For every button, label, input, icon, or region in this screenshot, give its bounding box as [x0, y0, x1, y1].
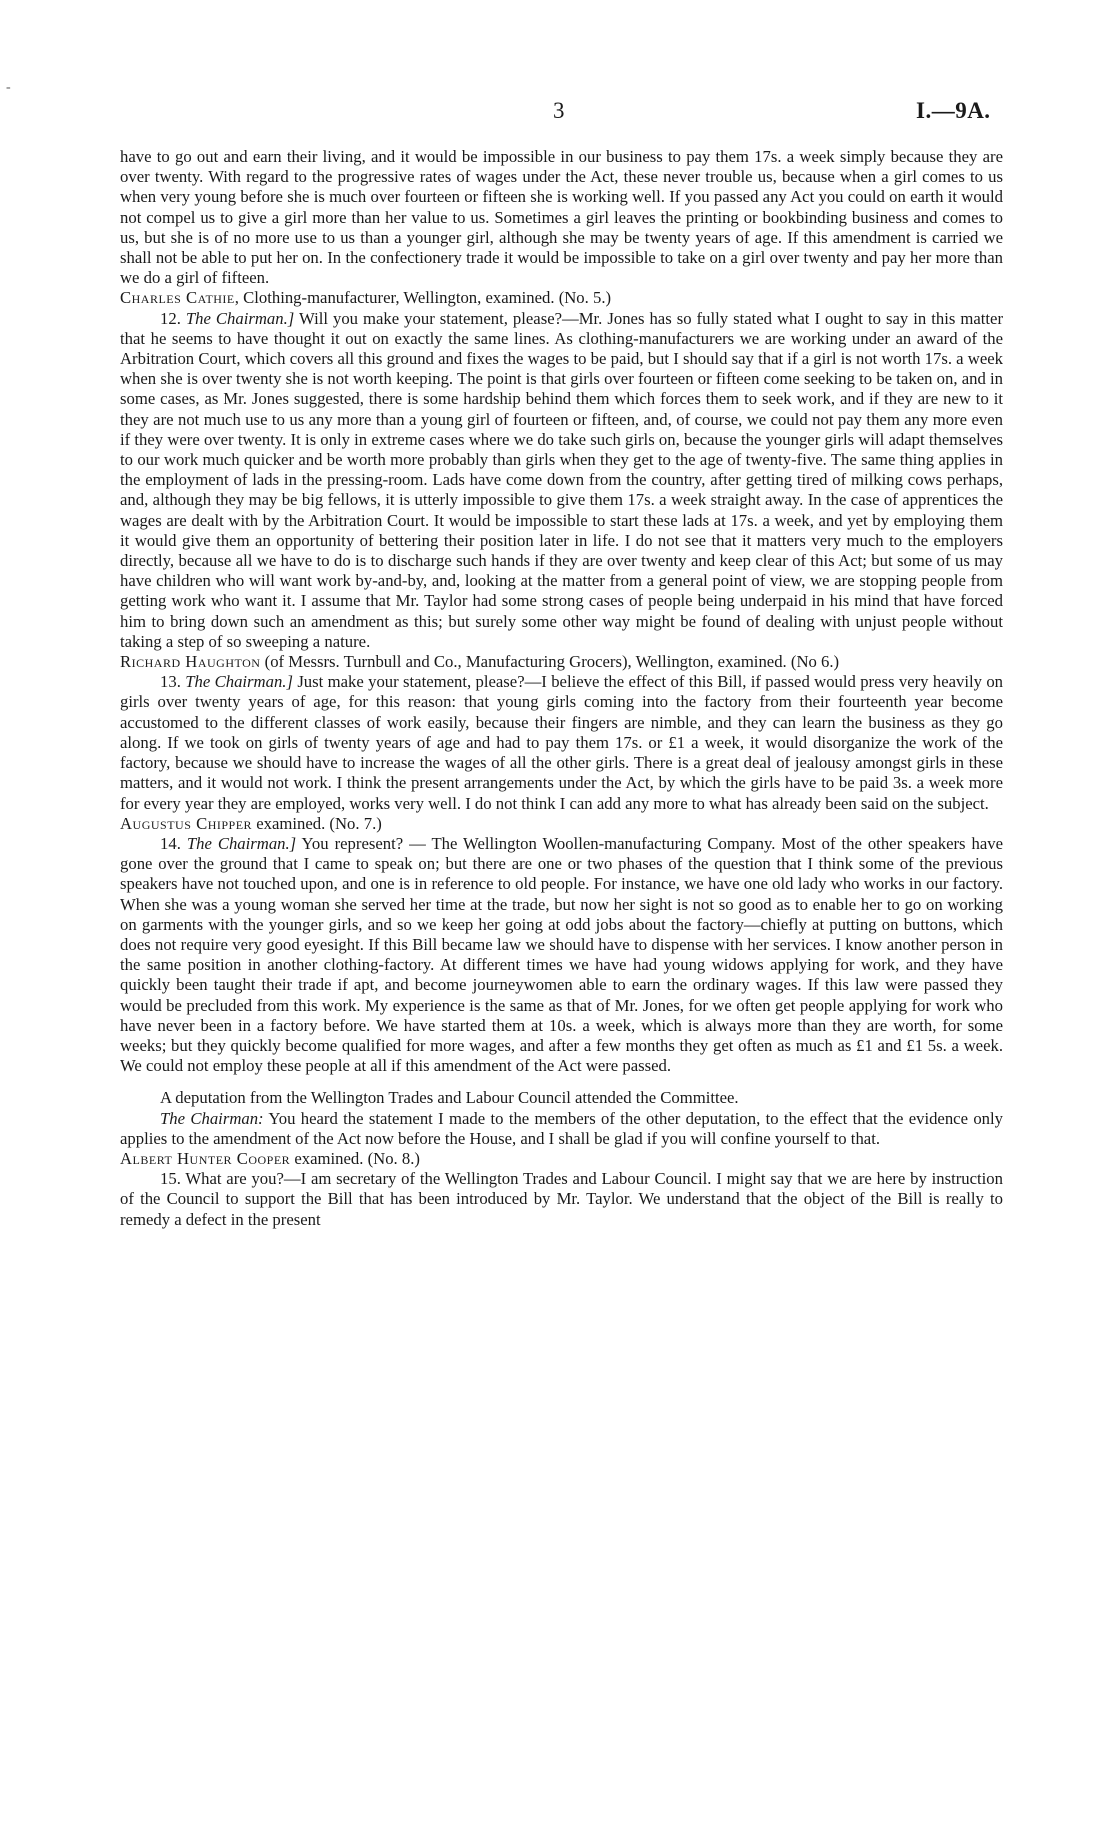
witness-heading [120, 288, 1003, 308]
evidence-paragraph [120, 672, 1003, 813]
chairman-speaker: The Chairman: [160, 1108, 264, 1128]
deputation-note: A deputation from the Wellington Trades and Labour Council attended the Committee. [160, 1088, 739, 1108]
chairman-text: You heard the statement I made to the members of the other deputation, to the effect that the evidence only applies to the amendment of the Act now before the House, and I shall be glad if you will confine yourself to that. [120, 1108, 1003, 1148]
margin-mark: - [6, 80, 11, 95]
witness-name: Albert Hunter Cooper [120, 1148, 291, 1168]
evidence-paragraph [120, 834, 1003, 1076]
question-number: 12. [160, 308, 181, 328]
page-number: 3 [553, 98, 565, 123]
evidence-text: You represent? — The Wellington Woollen-manufacturing Company. Most of the other speakers have gone over the ground that I came to speak on; but there are one or two phases of the question that I think some of the previous speakers have not touched upon, and one is in reference to old people. For instance, we have one old lady who works in our factory. When she was a young woman she served her time at the trade, but now her sight is not so good as to enable her to go on working on garments with the younger girls, and so we keep her going at odd jobs about the factory—chiefly at putting on buttons, which does not require very good eyesight. If this Bill became law we should have to dispense with her services. I know another person in the same position in another clothing-factory. At different times we have had young widows applying for work, and they have quickly been taught their trade if apt, and become journeywomen able to earn the ordinary wages. If this law were passed they would be precluded from this work. My experience is the same as that of Mr. Jones, for we often get people applying for work who have never been in a factory before. We have started them at 10s. a week, which is always more than they are worth, for some weeks; but they quickly become qualified for more wages, and after a few months they get often as much as £1 and £1 5s. a week. We could not employ these people at all if this amendment of the Act were passed. [120, 833, 1004, 1076]
chairman-statement [120, 1109, 1003, 1149]
witness-description: (of Messrs. Turnbull and Co., Manufacturing Grocers), Wellington, examined. (No 6.) [260, 652, 840, 672]
witness-heading [120, 814, 1003, 834]
witness-description: examined. (No. 8.) [290, 1148, 420, 1168]
question-number: 15. [160, 1169, 181, 1189]
question-speaker: The Chairman.] [185, 672, 293, 692]
continuation-paragraph: have to go out and earn their living, and it would be impossible in our business to pay them 17s. a week simply because they are over twenty. With regard to the progressive rates of wages under the Act, these never trouble us, because when a girl comes to us when very young before she is much over fourteen or fifteen she is working well. If you passed any Act you could on earth it would not compel us to give a girl more than her value to us. Sometimes a girl leaves the printing or bookbinding business and comes to us, but she is of no more use to us than a younger girl, although she may be twenty years of age. If this amendment is carried we shall not be able to put her on. In the confectionery trade it would be impossible to take on a girl over twenty and pay her more than we do a girl of fifteen. [120, 147, 1003, 288]
witness-name: Charles Cathie [120, 288, 235, 308]
witness-name: Richard Haughton [120, 652, 261, 672]
question-number: 14. [160, 833, 181, 853]
evidence-paragraph [120, 1169, 1003, 1230]
question-number: 13. [160, 672, 181, 692]
witness-name: Augustus Chipper [120, 813, 253, 833]
evidence-text: Will you make your statement, please?—Mr. Jones has so fully stated what I ought to say in this matter that he seems to have thought it out on exactly the same lines. As clothing-manufacturers we are working under an award of the Arbitration Court, which covers all this ground and fixes the wages to be paid, but I should say that if a girl is not worth 17s. a week when she is over twenty she is not worth keeping. The point is that girls over fourteen or fifteen come seeking to be taken on, and in some cases, as Mr. Jones suggested, there is some hardship behind them which forces them to seek work, and if they are new to it they are not much use to us any more than a young girl of fourteen or fifteen, and, of course, we could not pay them any more even if they were over twenty. It is only in extreme cases where we do take such girls on, because the younger girls will adapt themselves to our work much quicker and be worth more probably than girls when they get to the age of twenty-five. The same thing applies in the employment of lads in the pressing-room. Lads have come down from the country, after getting tired of milking cows perhaps, and, although they may be big fellows, it is utterly impossible to give them 17s. a week straight away. In the case of apprentices the wages are dealt with by the Arbitration Court. It would be impossible to start these lads at 17s. a week, and yet by employing them it would give them an opportunity of bettering their position later in life. I do not see that it matters very much to the employers directly, because all we have to do is to discharge such hands if they are over twenty and keep clear of this Act; but some of us may have children who will want work by-and-by, and, looking at the matter from a general point of view, we are stopping people from getting work who want it. I assume that Mr. Taylor had some strong cases of people being underpaid in his mind that have forced him to bring down such an amendment as this; but surely some other way might be found of dealing with unjust people without taking a step of so sweeping a nature. [120, 308, 1004, 651]
question-speaker: The Chairman.] [185, 308, 295, 328]
witness-heading [120, 652, 1003, 672]
witness-description: examined. (No. 7.) [252, 813, 382, 833]
witness-description: , Clothing-manufacturer, Wellington, examined. (No. 5.) [234, 288, 612, 308]
evidence-paragraph [120, 309, 1003, 652]
witness-heading [120, 1149, 1003, 1169]
question-speaker: The Chairman.] [186, 833, 297, 853]
evidence-text: What are you?—I am secretary of the Wellington Trades and Labour Council. I might say that we are here by instruction of the Council to support the Bill that has been introduced by Mr. Taylor. We understand that the object of the Bill is really to remedy a defect in the present [120, 1169, 1003, 1229]
document-body [120, 147, 1003, 1230]
evidence-text: Just make your statement, please?—I believe the effect of this Bill, if passed would press very heavily on girls over twenty years of age, for this reason: that young girls coming into the factory from their fourteenth year become accustomed to the different classes of work easily, because their fingers are nimble, and they can learn the business as they go along. If we took on girls of twenty years of age and had to pay them 17s. or £1 a week, it would disorganize the work of the factory, because we should have to increase the wages of all the other girls. There is a great deal of jealousy amongst girls in these matters, and it would not work. I think the present arrangements under the Act, by which the girls have to be paid 3s. a week more for every year they are employed, works very well. I do not think I can add any more to what has already been said on the subject. [120, 672, 1004, 813]
document-reference: I.—9A. [916, 98, 991, 123]
